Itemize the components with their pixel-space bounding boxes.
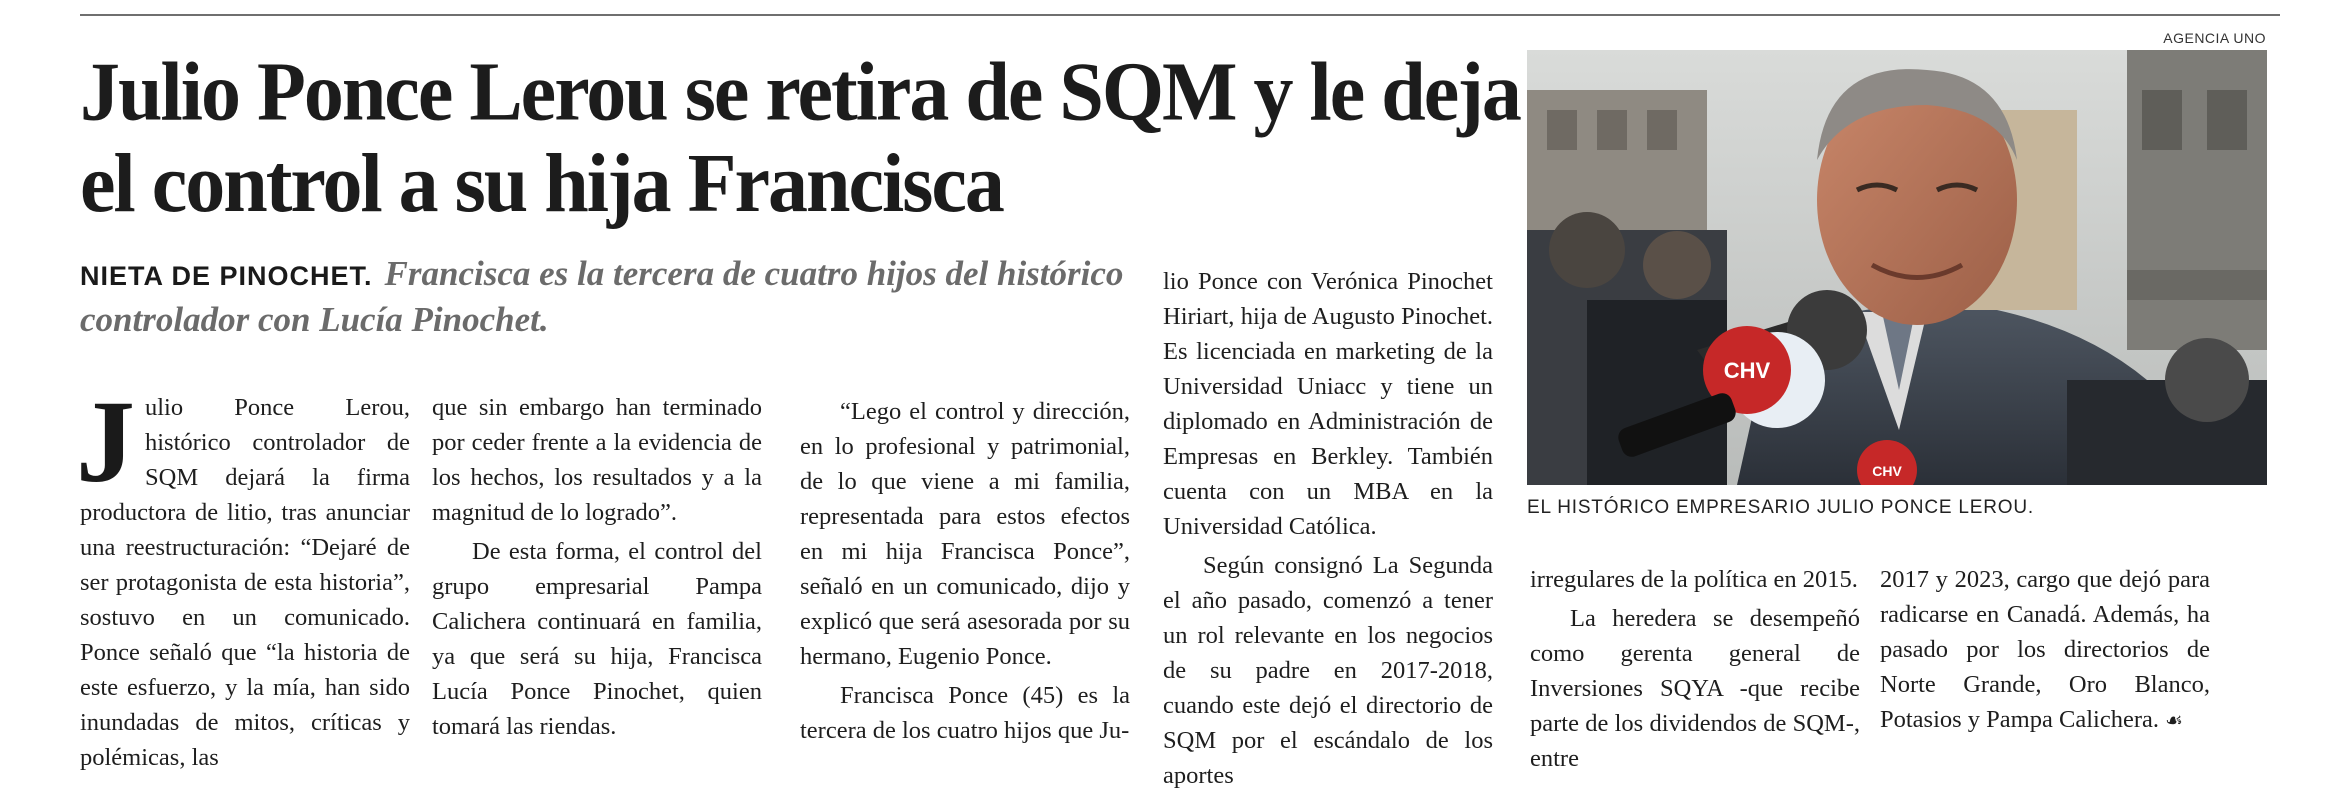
mic-logo: CHV [1723,358,1771,383]
paragraph: De esta forma, el control del grupo empresarial Pampa Calichera continuará en familia, ya que será su hija, Francisca Lucía Ponce Pinochet, quien tomará las riendas. [432,538,762,740]
headline: Julio Ponce Lerou se retira de SQM y le deja el control a su hija Francisca [80,46,1520,230]
paragraph: “Lego el control y dirección, en lo profesional y patrimonial, de lo que viene a mi familia, representada para estos efectos en mi hija Francisca Ponce”, señaló en un comunicado, dijo y explicó que será asesorada por su hermano, Eugenio Ponce. [800,398,1130,670]
paragraph: lio Ponce con Verónica Pinochet Hiriart, hija de Augusto Pinochet. Es licenciada en marketing de la Universidad Uniacc y tiene un diplomado en Administración de Empresas en Berkley. También cuenta con un MBA en la Universidad Católica. [1163,268,1493,540]
end-mark-icon: ☙ [2164,708,2183,732]
dropcap: J [76,376,135,507]
deck: Francisca es la tercera de cuatro hijos del histórico controlador con Lucía Pinochet. [80,254,1124,339]
body-column-6 [1880,562,2210,738]
paragraph: irregulares de la política en 2015. [1530,566,1858,593]
news-photo [1527,50,2267,485]
kicker: NIETA DE PINOCHET. [80,261,373,291]
mic-logo: CHV [1872,463,1902,479]
body-column-3 [800,390,1130,748]
paragraph: La heredera se desempeñó como gerenta general de Inversiones SQYA -que recibe parte de los dividendos de SQM-, entre [1530,605,1860,772]
body-column-1 [76,376,410,775]
paragraph: Francisca Ponce (45) es la tercera de los cuatro hijos que Ju- [800,682,1130,744]
paragraph: ulio Ponce Lerou, histórico controlador de SQM dejará la firma productora de litio, tras anunciar una reestructuración: “Dejaré de ser protagonista de esta historia”, sostuvo en un comunicado. Ponce señaló que “la historia de este esfuerzo, y la mía, han sido inundadas de mitos, críticas y polémicas, las [80,394,410,771]
body-column-2 [432,390,762,744]
paragraph: que sin embargo han terminado por ceder frente a la evidencia de los hechos, los resultados y a la magnitud de lo logrado”. [432,394,762,526]
top-rule [80,14,2280,16]
subhead [80,252,1180,341]
body-column-4 [1163,264,1493,793]
paragraph: Según consignó La Segunda el año pasado, comenzó a tener un rol relevante en los negocios de su padre en 2017-2018, cuando este dejó el directorio de SQM por el escándalo de los aportes [1163,552,1493,789]
photo-illustration [1527,50,2267,485]
paragraph [1880,562,2210,738]
photo-caption: EL HISTÓRICO EMPRESARIO JULIO PONCE LEROU. [1527,497,2034,518]
photo-credit: AGENCIA UNO [2163,30,2266,46]
body-column-5 [1530,562,1860,776]
paragraph-text: 2017 y 2023, cargo que dejó para radicarse en Canadá. Además, ha pasado por los directorios de Norte Grande, Oro Blanco, Potasios y Pampa Calichera. [1880,566,2210,733]
